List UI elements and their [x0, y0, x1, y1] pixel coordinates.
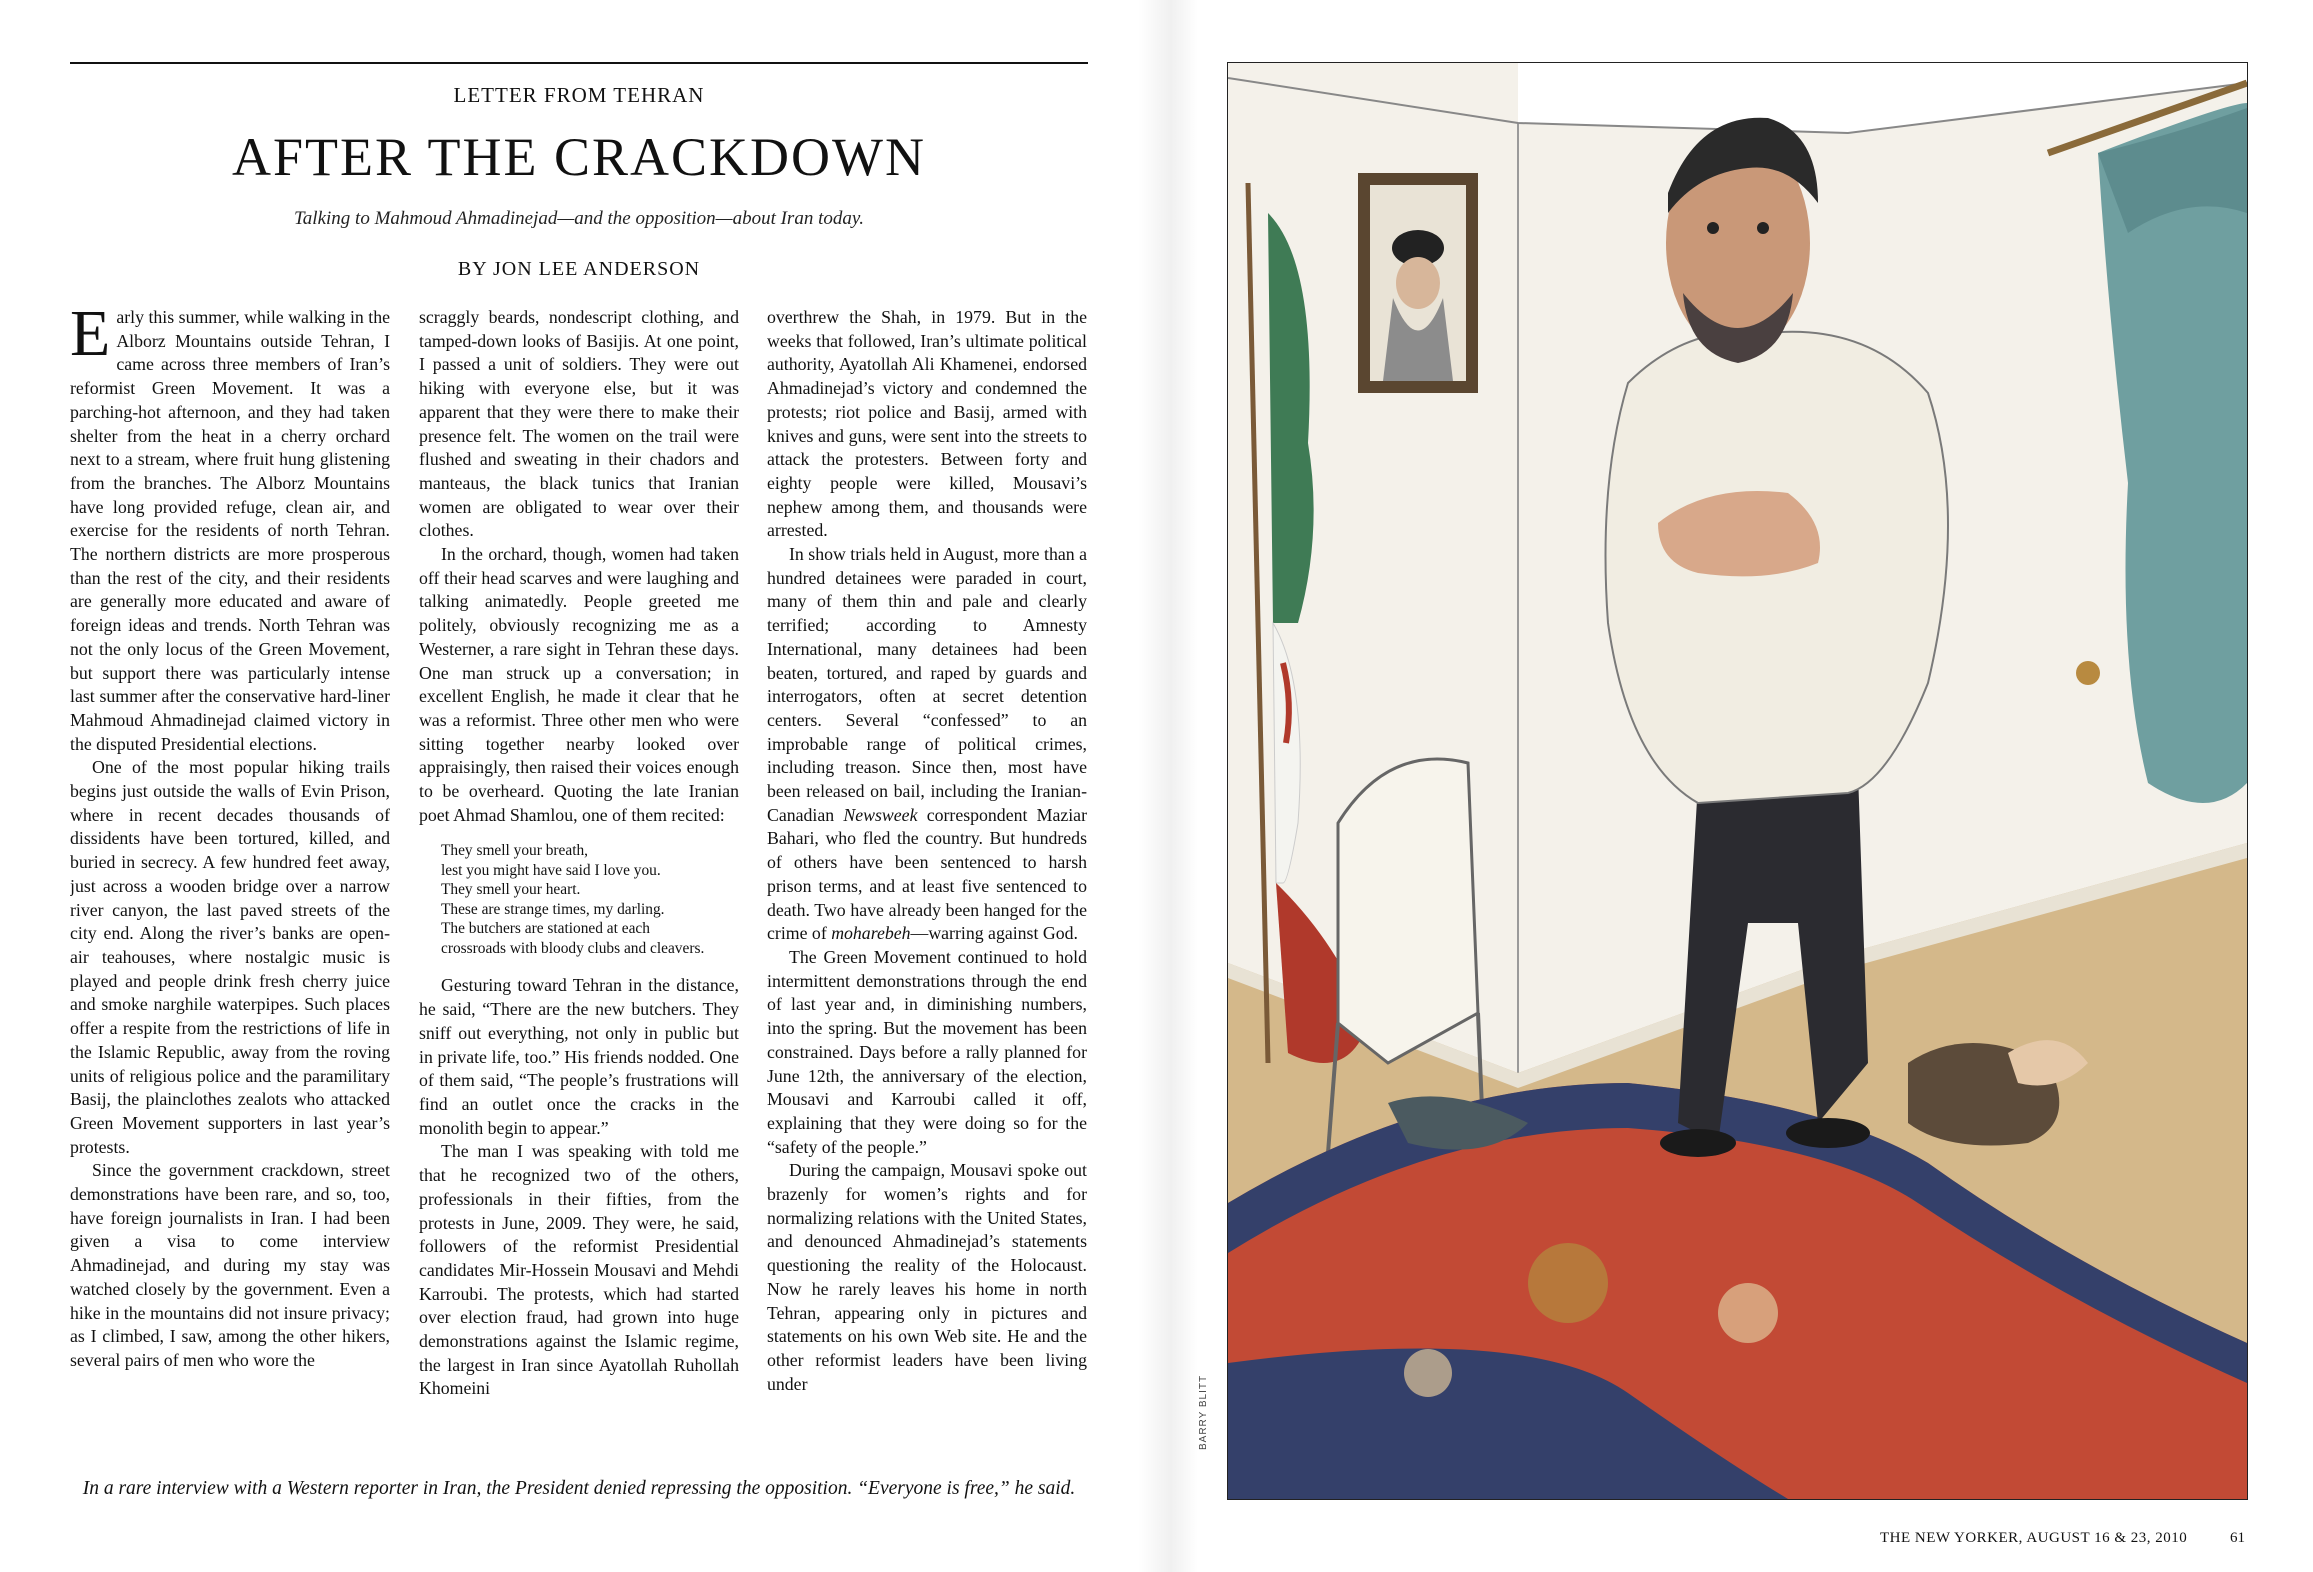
poem-line: They smell your heart. — [441, 881, 581, 899]
poem-line: crossroads with bloody clubs and cleavers. — [441, 939, 705, 957]
paragraph: The man I was speaking with told me that he recognized two of the others, professionals in their fifties, from the protests in June, 2009. They were, he said, followers of the reformist Presidential candidates Mir-Hossein Mousavi and Mehdi Karroubi. The protests, which had started over election fraud, had grown into huge demonstrations against the Islamic regime, the largest in Iran since Ayatollah Ruhollah Khomeini — [419, 1141, 739, 1399]
curtain-tieback — [2076, 661, 2100, 685]
text-column-2 — [419, 306, 739, 1454]
illustration — [1227, 62, 2248, 1500]
figure-shoe — [1786, 1118, 1870, 1148]
rug-medallion — [1528, 1243, 1608, 1323]
poem-line: They smell your breath, — [441, 842, 589, 860]
text-column-3 — [767, 306, 1087, 1454]
article-byline: BY JON LEE ANDERSON — [457, 258, 701, 280]
paragraph: The Green Movement continued to hold intermittent demonstrations through the end of last year and, in diminishing numbers, into the spring. But the movement has been constrained. Days before a rally planned for June 12th, the anniversary of the election, Mousavi and Karroubi called it off, explaining that they were doing so for the “safety of the people.” — [767, 946, 1087, 1157]
paragraph: overthrew the Shah, in 1979. But in the weeks that followed, Iran’s ultimate political authority, Ayatollah Ali Khamenei, endorsed Ahmadinejad’s victory and condemned the protests; riot police and Basij, armed with knives and guns, were sent into the streets to attack the protesters. Between forty and eighty people were killed, Mousavi’s nephew among them, and thousands were arrested. — [767, 307, 1087, 541]
folio-line: THE NEW YORKER, AUGUST 16 & 23, 2010 — [1880, 1530, 2188, 1546]
top-rule — [70, 62, 1088, 64]
drop-cap: E — [70, 306, 111, 370]
article-deck: Talking to Mahmoud Ahmadinejad—and the opposition—about Iran today. — [293, 208, 864, 229]
figure-eye — [1757, 222, 1769, 234]
paragraph: Early this summer, while walking in the Alborz Mountains outside Tehran, I came across three members of Iran’s reformist Green Movement. It was a parching-hot afternoon, and they had taken shelter from the heat in a cherry orchard next to a stream, where fruit hung glistening from the branches. The Alborz Mountains have long provided refuge, clean air, and exercise for the residents of north Tehran. The northern districts are more prosperous than the rest of the city, and their residents are generally more educated and aware of foreign ideas and trends. North Tehran was not the only locus of the Green Movement, but support there was particularly intense last summer after the conservative hard-liner Mahmoud Ahmadinejad claimed victory in the disputed Presidential elections. — [70, 306, 390, 754]
rug-flower — [1404, 1349, 1452, 1397]
paragraph: scraggly beards, nondescript clothing, and tamped-down looks of Basijis. At one point, I passed a unit of soldiers. They were out hiking with everyone else, but it was apparent that they were there to make their presence felt. The women on the trail were flushed and sweating in their chadors and manteaus, the black tunics that Iranian women are obligated to wear over their clothes. — [419, 307, 739, 541]
portrait-face — [1396, 257, 1440, 309]
figure-eye — [1707, 222, 1719, 234]
illustrator-credit: BARRY BLITT — [1198, 1374, 1209, 1450]
page-number: 61 — [2230, 1530, 2245, 1546]
paragraph: Since the government crackdown, street demonstrations have been rare, and so, too, have foreign journalists in Iran. I had been given a visa to come interview Ahmadinejad, and during my stay was watched closely by the government. Even a hike in the mountains did not insure privacy; as I climbed, I saw, among the other hikers, several pairs of men who wore the — [70, 1160, 390, 1370]
paragraph: Gesturing toward Tehran in the distance, he said, “There are the new butchers. They sniff out everything, not only in public but in private life, too.” His friends nodded. One of them said, “The people’s frustrations will find an outlet once the cracks in the monolith begin to appear.” — [419, 975, 739, 1138]
poem-line: These are strange times, my darling. — [441, 900, 665, 918]
paragraph: In the orchard, though, women had taken off their head scarves and were laughing and talking animatedly. People greeted me politely, obviously recognizing me as a Westerner, a rare sight in Tehran these days. One man struck up a conversation; in excellent English, he made it clear that he was a reformist. Three other men who were sitting together nearby looked over appraisingly, then raised their voices enough to be overheard. Quoting the late Iranian poet Ahmad Shamlou, one of them recited: — [419, 544, 739, 825]
section-kicker: LETTER FROM TEHRAN — [453, 83, 705, 107]
text-column-1 — [70, 306, 390, 1454]
illustration-caption: In a rare interview with a Western reporter in Iran, the President denied repressing the opposition. “Everyone is free,” he said. — [82, 1478, 1076, 1499]
paragraph: During the campaign, Mousavi spoke out brazenly for women’s rights and for normalizing relations with the United States, and denounced Ahmadinejad’s statements questioning the reality of the Holocaust. Now he rarely leaves his home in north Tehran, appearing only in pictures and statements on his own Web site. He and the other reformist leaders have been living under — [767, 1160, 1087, 1394]
paragraph: One of the most popular hiking trails begins just outside the walls of Evin Prison, where in recent decades thousands of dissidents have been tortured, killed, and buried in secrecy. A few hundred feet away, just across a wooden bridge over a narrow river canyon, the last paved streets of the city end. Along the river’s banks are open-air teahouses, where nostalgic music is played and people drink fresh cherry juice and smoke narghile waterpipes. Such places offer a respite from the restrictions of life in the Islamic Republic, away from the roving units of religious police and the paramilitary Basij, the plainclothes zealots who attacked Green Movement supporters in last year’s protests. — [70, 757, 390, 1157]
spine-gutter — [1138, 0, 1198, 1572]
poem-line: lest you might have said I love you. — [441, 861, 661, 879]
poem-line: The butchers are stationed at each — [441, 920, 650, 938]
figure-shoe — [1660, 1129, 1736, 1157]
paragraph: In show trials held in August, more than a hundred detainees were paraded in court, many of them thin and pale and clearly terrified; according to Amnesty International, many detainees had been beaten, tortured, and raped by guards and interrogators, often at secret detention centers. Several “confessed” to an improbable range of political crimes, including treason. Since then, most have been released on bail, including the Iranian-Canadian Newsweek correspondent Maziar Bahari, who fled the country. But hundreds of others have been sentenced to harsh prison terms, and at least five sentenced to death. Two have already been hanged for the crime of moharebeh—warring against God. — [767, 544, 1087, 944]
rug-flower — [1718, 1283, 1778, 1343]
article-headline: AFTER THE CRACKDOWN — [231, 127, 926, 187]
chair — [1338, 759, 1478, 1063]
poem-quote — [441, 841, 739, 958]
illustration-drawing — [1228, 63, 2247, 1499]
